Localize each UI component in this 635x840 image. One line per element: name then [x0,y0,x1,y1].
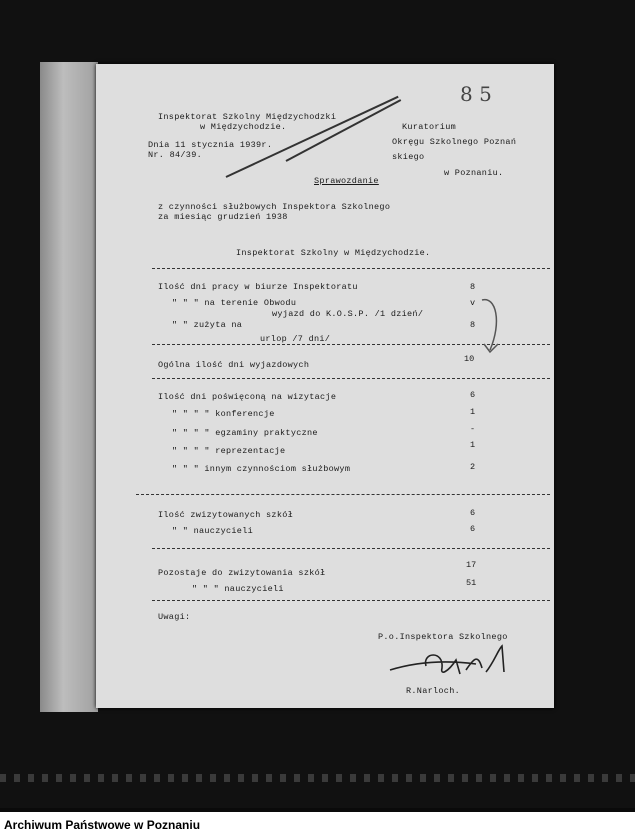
divider [152,548,550,549]
divider [152,268,550,269]
divider [136,494,550,495]
signature-icon [386,642,516,682]
row-label: urlop /7 dni/ [260,334,331,344]
row-label: Ilość zwizytowanych szkół [158,510,294,520]
row-label: " " " nauczycieli [192,584,284,594]
row-value: 6 [470,390,476,400]
header-left-2: w Międzychodzie. [200,122,287,132]
film-strip [0,774,635,782]
row-value: 6 [470,508,476,518]
divider [152,378,550,379]
recipient-1: Kuratorium [402,122,457,132]
row-value: 1 [470,407,476,417]
row-label: " " " " konferencje [172,409,275,419]
row-label: " " " " egzaminy praktyczne [172,428,318,438]
row-value: - [470,424,476,434]
page-edge [40,62,98,712]
row-label: " " nauczycieli [172,526,254,536]
row-label: Pozostaje do zwizytowania szkół [158,568,326,578]
recipient-3: skiego [392,152,425,162]
signature-name: R.Narloch. [406,686,461,696]
date-line: Dnia 11 stycznia 1939r. [148,140,273,150]
row-label: " " " " reprezentacje [172,446,286,456]
footer-bar [0,812,635,840]
row-value: 17 [466,560,477,570]
divider [152,600,550,601]
row-value: 8 [470,282,476,292]
row-label: Ogólna ilość dni wyjazdowych [158,360,310,370]
office-name: Inspektorat Szkolny w Międzychodzie. [236,248,431,258]
row-label: Ilość dni poświęconą na wizytacje [158,392,337,402]
row-label: " " " innym czynnościom służbowym [172,464,351,474]
document-page [96,64,554,708]
header-left-1: Inspektorat Szkolny Międzychodzki [158,112,337,122]
row-label: wyjazd do K.O.S.P. /1 dzień/ [272,309,424,319]
row-value: v [470,298,476,308]
pen-stroke [286,99,402,162]
recipient-2: Okręgu Szkolnego Poznań [392,137,517,147]
row-value: 8 [470,320,476,330]
row-value: 2 [470,462,476,472]
handwritten-bracket-icon [476,292,546,362]
subtitle-2: za miesiąc grudzień 1938 [158,212,288,222]
number-line: Nr. 84/39. [148,150,203,160]
row-value: 6 [470,524,476,534]
row-value: 10 [464,354,475,364]
archive-credit: Archiwum Państwowe w Poznaniu [4,818,201,832]
signature-caption: P.o.Inspektora Szkolnego [378,632,508,642]
remarks-label: Uwagi: [158,612,191,622]
handwritten-number: 8 5 [460,82,492,106]
row-label: " " " na terenie Obwodu [172,298,297,308]
recipient-4: w Poznaniu. [444,168,504,178]
row-label: " " zużyta na [172,320,243,330]
pen-stroke [226,96,399,178]
row-value: 51 [466,578,477,588]
subtitle-1: z czynności służbowych Inspektora Szkolnego [158,202,391,212]
row-label: Ilość dni pracy w biurze Inspektoratu [158,282,358,292]
document-title: Sprawozdanie [314,176,379,186]
row-value: 1 [470,440,476,450]
